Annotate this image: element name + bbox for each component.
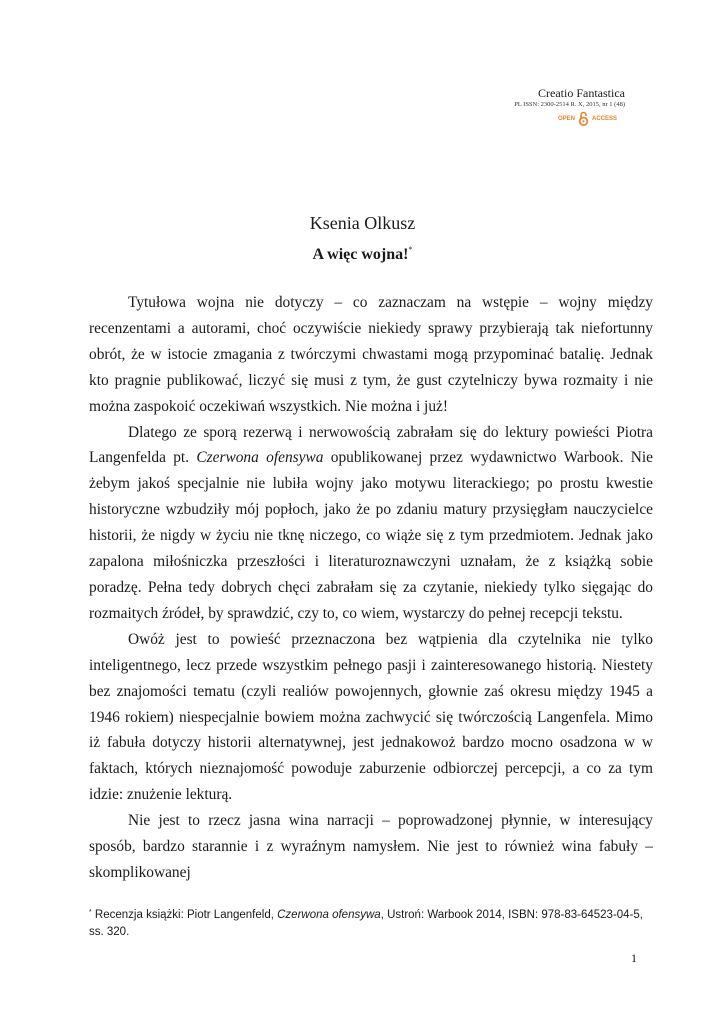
footnote-reference-mark: *	[408, 245, 413, 254]
open-access-badge	[514, 111, 617, 126]
page-number: 1	[631, 951, 637, 965]
journal-name: Creatio Fantastica	[538, 86, 625, 100]
paragraph: Tytułowa wojna nie dotyczy – co zaznaczam na wstępie – wojny między recenzentami a autorami, choć oczywiście niekiedy sprawy przybierają tak niefortunny obrót, że w istocie zmagania z twórczymi chwastami mogą przypominać batalię. Jednak kto pragnie publikować, liczyć się musi z tym, że gust czytelniczy bywa rozmaity i nie można zaspokoić oczekiwań wszystkich. Nie można i już!	[89, 294, 653, 415]
open-access-left-label: OPEN	[557, 115, 575, 122]
paragraph: Owóż jest to powieść przeznaczona bez wątpienia dla czytelnika nie tylko inteligentnego, lecz przede wszystkim pełnego pasji i zainteresowanego historią. Niestety bez znajomości tematu (czyli realiów powojennych, głownie zaś okresu między 1945 a 1946 rokiem) niespecjalnie bowiem można zachwycić się twórczością Langenfela. Mimo iż fabuła dotyczy historii alternatywnej, jest jednakowoż bardzo mocno osadzona w w faktach, których nieznajomość powoduje zaburzenie odbiorczej percepcji, a co za tym idzie: znużenie lekturą.	[89, 630, 653, 804]
footnote	[89, 904, 653, 941]
issn-line: PL ISSN: 2300-2514 R. X, 2015, nr 1 (48)	[514, 101, 625, 108]
journal-header	[514, 86, 625, 126]
open-lock-icon	[578, 111, 589, 126]
paragraph	[89, 420, 653, 627]
article-title-text: A więc wojna!	[312, 246, 409, 263]
author-name: Ksenia Olkusz	[309, 213, 416, 233]
paragraph-text: Dlatego ze sporą rezerwą i nerwowością zabrałam się do lektury powieści Piotra Langenfelda pt.	[89, 423, 653, 467]
footnote-text: , Ustroń: Warbook 2014, ISBN: 978-83-64523-04-5, ss. 320.	[89, 909, 643, 938]
footnote-mark: *	[89, 909, 92, 916]
book-title: Czerwona ofensywa	[196, 449, 324, 467]
article-title	[0, 245, 725, 264]
footnote-book-title: Czerwona ofensywa	[277, 909, 381, 921]
footnote-text: Recenzja książki: Piotr Langenfeld,	[91, 909, 278, 921]
paragraph: Nie jest to rzecz jasna wina narracji – poprowadzonej płynnie, w interesujący sposób, bardzo starannie i z wyraźnym namysłem. Nie jest to również wina fabuły –skomplikowanej	[89, 812, 653, 881]
paragraph-text: opublikowanej przez wydawnictwo Warbook. Nie żebym jakoś specjalnie nie lubiła wojny jako motywu literackiego; po prostu kwestie historyczne wzbudziły mój popłoch, jako że po zdaniu matury przysięgłam nauczycielce historii, że nigdy w życiu nie tknę niczego, co wiąże się z tym przedmiotem. Jednak jako zapalona miłośniczka przeszłości i literaturoznawczyni uznałam, że z książką sobie poradzę. Pełna tedy dobrych chęci zabrałam się za czytanie, niekiedy tylko sięgając do rozmaitych źródeł, by sprawdzić, czy to, co wiem, wystarczy do pełnej recepcji tekstu.	[89, 449, 653, 622]
article-body	[89, 290, 653, 886]
open-access-right-label: ACCESS	[591, 115, 617, 122]
